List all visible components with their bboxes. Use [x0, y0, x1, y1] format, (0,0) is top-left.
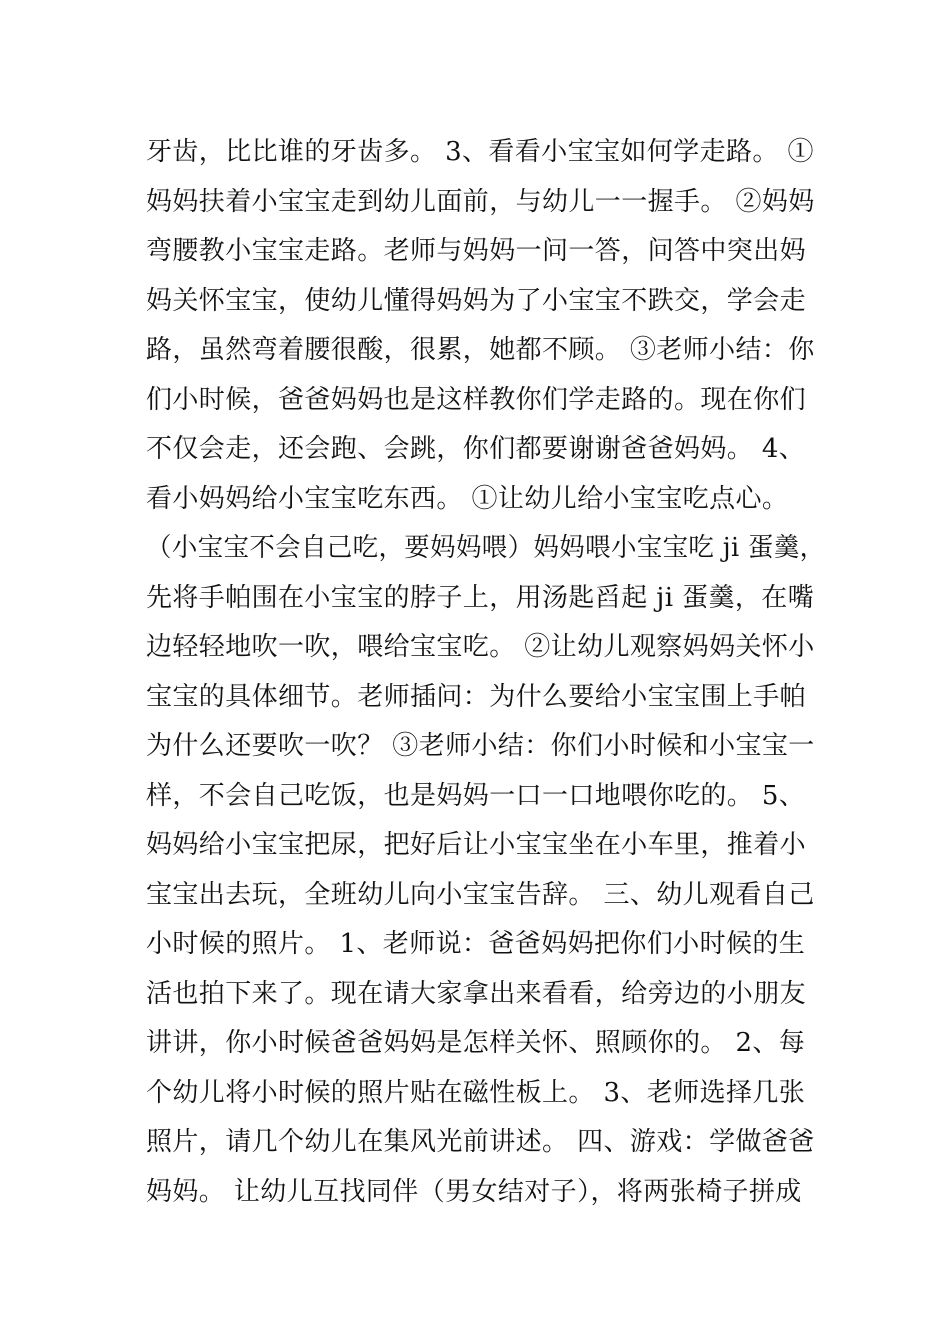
- text-line: 妈妈。 让幼儿互找同伴（男女结对子），将两张椅子拼成: [146, 1176, 802, 1207]
- text-line: 样，不会自己吃饭，也是妈妈一口一口地喂你吃的。 5、: [146, 780, 806, 811]
- text-line: 边轻轻地吹一吹，喂给宝宝吃。 ②让幼儿观察妈妈关怀小: [146, 632, 815, 662]
- text-line: 牙齿，比比谁的牙齿多。 3、看看小宝宝如何学走路。 ①: [146, 137, 814, 167]
- text-line: 妈妈给小宝宝把尿，把好后让小宝宝坐在小车里，推着小: [146, 830, 807, 860]
- text-line: 小时候的照片。 1、老师说：爸爸妈妈把你们小时候的生: [146, 929, 806, 959]
- text-line: 宝宝出去玩，全班幼儿向小宝宝告辞。 三、幼儿观看自己: [146, 879, 815, 910]
- text-line: 为什么还要吹一吹？ ③老师小结：你们小时候和小宝宝一: [146, 731, 815, 761]
- text-line: 妈妈扶着小宝宝走到幼儿面前，与幼儿一一握手。 ②妈妈: [146, 186, 815, 217]
- text-line: 弯腰教小宝宝走路。老师与妈妈一问一答，问答中突出妈: [146, 236, 807, 266]
- body-text: [146, 128, 826, 1217]
- text-line: （小宝宝不会自己吃，要妈妈喂）妈妈喂小宝宝吃 ji 蛋羹，: [146, 533, 826, 563]
- text-line: 先将手帕围在小宝宝的脖子上，用汤匙舀起 ji 蛋羹，在嘴: [146, 582, 815, 613]
- text-line: 们小时候，爸爸妈妈也是这样教你们学走路的。现在你们: [146, 384, 807, 415]
- text-line: 讲讲，你小时候爸爸妈妈是怎样关怀、照顾你的。 2、每: [146, 1028, 806, 1058]
- text-line: 不仅会走，还会跑、会跳，你们都要谢谢爸爸妈妈。 4、: [146, 434, 806, 464]
- text-line: 宝宝的具体细节。老师插问：为什么要给小宝宝围上手帕: [146, 681, 807, 712]
- text-line: 个幼儿将小时候的照片贴在磁性板上。 3、老师选择几张: [146, 1077, 806, 1108]
- text-line: 路，虽然弯着腰很酸，很累，她都不顾。 ③老师小结：你: [146, 335, 815, 365]
- text-line: 看小妈妈给小宝宝吃东西。 ①让幼儿给小宝宝吃点心。: [146, 483, 789, 514]
- text-line: 照片，请几个幼儿在集风光前讲述。 四、游戏：学做爸爸: [146, 1127, 815, 1157]
- text-line: 活也拍下来了。现在请大家拿出来看看，给旁边的小朋友: [146, 978, 807, 1009]
- text-line: 妈关怀宝宝，使幼儿懂得妈妈为了小宝宝不跌交，学会走: [146, 285, 807, 316]
